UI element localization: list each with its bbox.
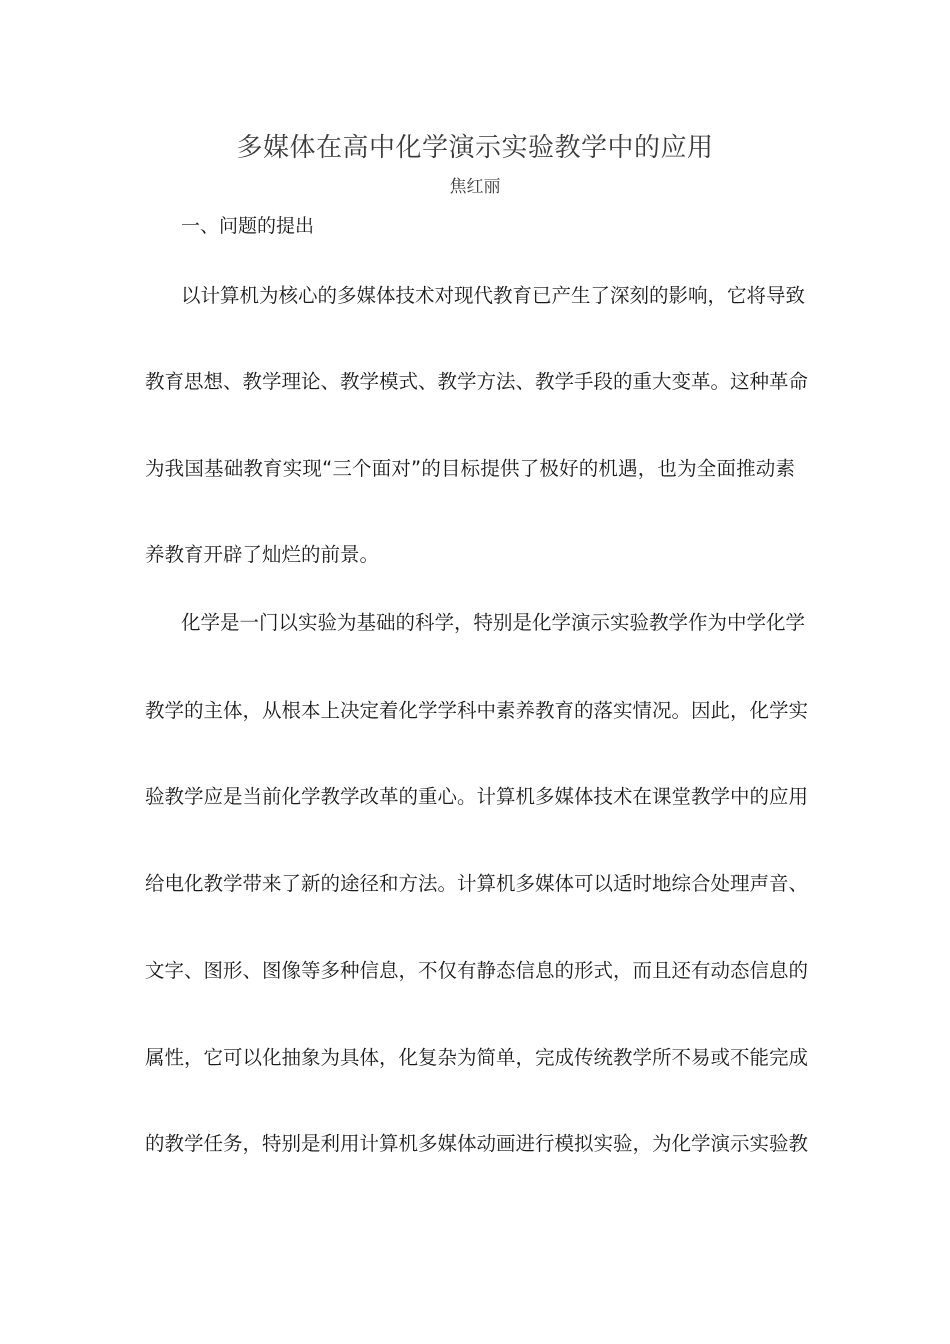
paragraph-1-line: 教育思想、教学理论、教学模式、教学方法、教学手段的重大变革。这种革命 xyxy=(145,370,809,393)
paragraph-1-line: 养教育开辟了灿烂的前景。 xyxy=(145,543,380,566)
paragraph-2-line: 给电化教学带来了新的途径和方法。计算机多媒体可以适时地综合处理声音、 xyxy=(145,872,809,895)
section-heading: 一、问题的提出 xyxy=(181,215,315,237)
paragraph-2-line: 教学的主体，从根本上决定着化学学科中素养教育的落实情况。因此，化学实 xyxy=(145,699,809,722)
document-title: 多媒体在高中化学演示实验教学中的应用 xyxy=(236,133,714,163)
paragraph-2-line: 的教学任务，特别是利用计算机多媒体动画进行模拟实验，为化学演示实验教 xyxy=(145,1132,809,1155)
paragraph-1-line: 为我国基础教育实现“三个面对”的目标提供了极好的机遇，也为全面推动素 xyxy=(145,457,795,480)
document-author: 焦红丽 xyxy=(449,177,501,197)
paragraph-2-line: 属性，它可以化抽象为具体，化复杂为简单，完成传统教学所不易或不能完成 xyxy=(145,1046,809,1069)
paragraph-2-line: 化学是一门以实验为基础的科学，特别是化学演示实验教学作为中学化学 xyxy=(181,611,806,634)
paragraph-2-line: 文字、图形、图像等多种信息，不仅有静态信息的形式，而且还有动态信息的 xyxy=(145,959,809,982)
paragraph-1-line: 以计算机为核心的多媒体技术对现代教育已产生了深刻的影响，它将导致 xyxy=(181,284,806,307)
paragraph-2-line: 验教学应是当前化学教学改革的重心。计算机多媒体技术在课堂教学中的应用 xyxy=(145,785,809,808)
